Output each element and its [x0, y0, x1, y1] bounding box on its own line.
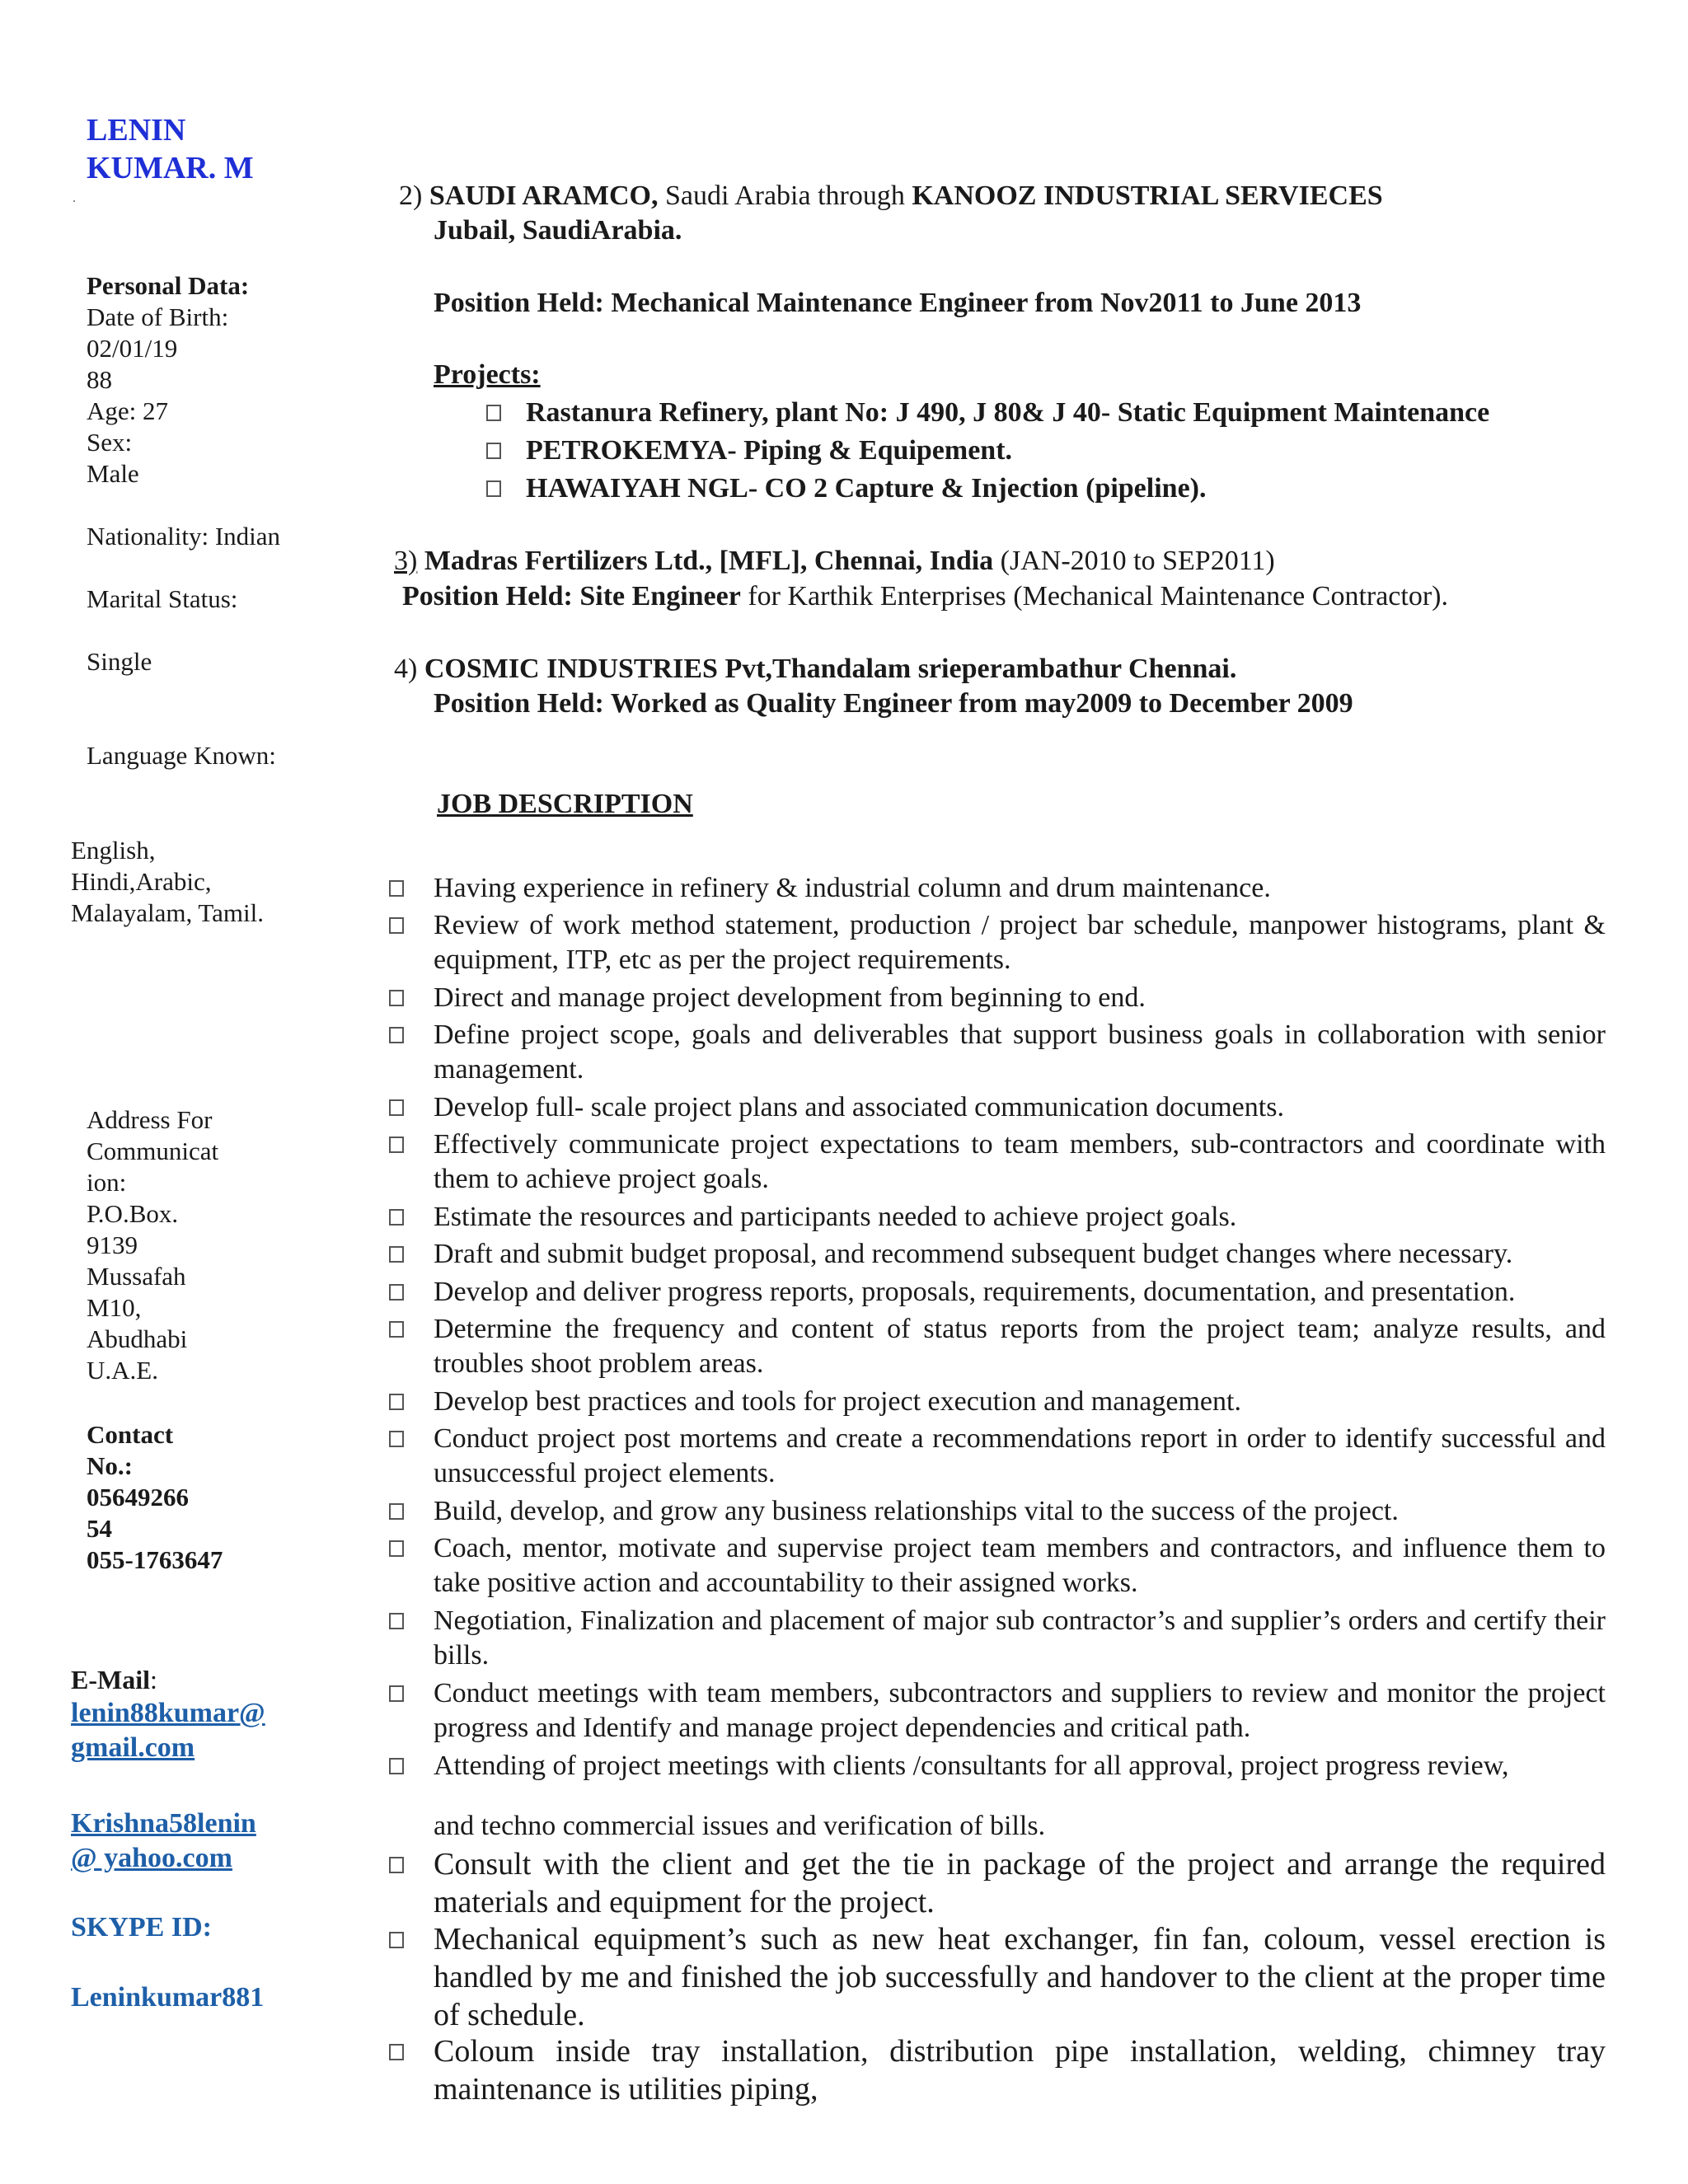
- checkbox-icon: [389, 1027, 404, 1043]
- checkbox-icon: [389, 1246, 404, 1263]
- experience-4-header: 4) COSMIC INDUSTRIES Pvt,Thandalam srieperambathur Chennai.: [394, 654, 1237, 684]
- job-item: [389, 1385, 1606, 1419]
- job-item: [389, 1090, 1606, 1125]
- job-item-text: Negotiation, Finalization and placement of major sub contractor’s and supplier’s orders and certify their bills.: [434, 1605, 1606, 1671]
- dob-value-2: 88: [87, 365, 112, 394]
- job-item-text: Coloum inside tray installation, distribution pipe installation, welding, chimney tray maintenance is utilities piping,: [434, 2034, 1606, 2107]
- job-item: [389, 1676, 1606, 1746]
- checkbox-icon: [389, 1685, 404, 1702]
- sex-value: Male: [87, 459, 139, 488]
- job-item-continuation: and techno commercial issues and verification of bills.: [434, 1811, 1046, 1841]
- job-item: [389, 871, 1606, 906]
- dob-value-1: 02/01/19: [87, 334, 178, 363]
- job-item-text: Having experience in refinery & industrial column and drum maintenance.: [434, 873, 1271, 903]
- email-label-row: E-Mail:: [71, 1665, 157, 1694]
- checkbox-icon: [389, 1284, 404, 1301]
- address-section: Address For Communicat ion: P.O.Box. 9139 Mussafah M10, Abudhabi U.A.E.: [87, 1105, 219, 1385]
- experience-3-header: 3) Madras Fertilizers Ltd., [MFL], Chennai, India (JAN-2010 to SEP2011): [394, 546, 1275, 576]
- job-item-text: Conduct meetings with team members, subcontractors and suppliers to review and monitor the project progress and Identify and manage project dependencies and critical path.: [434, 1678, 1606, 1743]
- checkbox-icon: [389, 1613, 404, 1629]
- job-item-text: Conduct project post mortems and create a recommendations report in order to identify successful and unsuccessful project elements.: [434, 1423, 1606, 1488]
- job-item-text: Direct and manage project development from beginning to end.: [434, 982, 1146, 1013]
- sex-label: Sex:: [87, 428, 133, 457]
- skype-label: SKYPE ID:: [71, 1912, 212, 1943]
- checkbox-icon: [389, 1209, 404, 1226]
- email-link-yahoo[interactable]: Krishna58lenin @ yahoo.com: [71, 1808, 256, 1873]
- checkbox-icon: [389, 1099, 404, 1116]
- languages: English, Hindi,Arabic, Malayalam, Tamil.: [71, 836, 264, 927]
- job-item-text: Effectively communicate project expectations to team members, sub-contractors and coordinate with them to achieve project goals.: [434, 1129, 1606, 1194]
- job-item: [389, 1531, 1606, 1601]
- experience-2-header: 2) SAUDI ARAMCO, Saudi Arabia through KANOOZ INDUSTRIAL SERVIECES: [399, 180, 1383, 211]
- personal-data-section: [87, 270, 249, 490]
- job-item: [389, 1749, 1606, 1783]
- job-item-text: Review of work method statement, production / project bar schedule, manpower histograms, plant & equipment, ITP, etc as per the project requirements.: [434, 910, 1606, 975]
- job-item-text: Develop full- scale project plans and associated communication documents.: [434, 1092, 1284, 1122]
- experience-3-position: Position Held: Site Engineer for Karthik Enterprises (Mechanical Maintenance Contractor).: [402, 581, 1448, 612]
- projects-heading: Projects:: [434, 359, 541, 390]
- checkbox-icon: [389, 990, 404, 1006]
- job-item-text: Consult with the client and get the tie in package of the project and arrange the required materials and equipment for the project.: [434, 1847, 1606, 1919]
- job-item: [389, 1920, 1606, 2034]
- experience-4-position: Position Held: Worked as Quality Engineer from may2009 to December 2009: [434, 688, 1353, 719]
- contact-section: Contact No.: 05649266 54 055-1763647: [87, 1420, 223, 1574]
- checkbox-icon: [389, 1137, 404, 1153]
- job-item: [389, 1018, 1606, 1087]
- marital-status-label: Marital Status:: [87, 584, 238, 613]
- job-item: [389, 1200, 1606, 1235]
- job-item: [389, 981, 1606, 1015]
- job-item: [389, 1845, 1606, 1921]
- job-item-text: Attending of project meetings with clients /consultants for all approval, project progress review,: [434, 1750, 1509, 1781]
- email-link-gmail[interactable]: lenin88kumar@ gmail.com: [71, 1698, 265, 1763]
- personal-data-heading: Personal Data:: [87, 271, 250, 300]
- job-item-text: Determine the frequency and content of status reports from the project team; analyze results, and troubles shoot problem areas.: [434, 1314, 1606, 1379]
- job-item: [389, 1494, 1606, 1529]
- checkbox-icon: [389, 2044, 404, 2060]
- job-item: [389, 2032, 1606, 2108]
- nationality: Nationality: Indian: [87, 522, 281, 551]
- job-item: [389, 1237, 1606, 1272]
- separator-dot: .: [73, 191, 76, 205]
- age: Age: 27: [87, 396, 169, 425]
- candidate-name: LENIN KUMAR. M: [87, 113, 254, 185]
- checkbox-icon: [389, 1758, 404, 1774]
- job-item-text: Coach, mentor, motivate and supervise project team members and contractors, and influence them to take positive action and accountability to their assigned works.: [434, 1533, 1606, 1598]
- project-item: Rastanura Refinery, plant No: J 490, J 80& J 40- Static Equipment Maintenance: [486, 396, 1489, 430]
- checkbox-icon: [389, 1321, 404, 1338]
- checkbox-icon: [389, 1540, 404, 1557]
- experience-2-location: Jubail, SaudiArabia.: [434, 215, 682, 246]
- checkbox-icon: [389, 880, 404, 897]
- skype-value: Leninkumar881: [71, 1982, 265, 2013]
- job-item: [389, 1275, 1606, 1310]
- job-item-text: Develop and deliver progress reports, proposals, requirements, documentation, and presentation.: [434, 1277, 1516, 1307]
- checkbox-icon: [486, 480, 501, 497]
- marital-status-value: Single: [87, 647, 152, 676]
- project-item: PETROKEMYA- Piping & Equipement.: [486, 434, 1012, 468]
- dob-label: Date of Birth:: [87, 302, 229, 331]
- project-item: HAWAIYAH NGL- CO 2 Capture & Injection (pipeline).: [486, 471, 1206, 506]
- job-item: [389, 908, 1606, 977]
- job-item: [389, 1127, 1606, 1197]
- checkbox-icon: [389, 1503, 404, 1520]
- language-label: Language Known:: [87, 741, 276, 770]
- experience-2-position: Position Held: Mechanical Maintenance Engineer from Nov2011 to June 2013: [434, 288, 1362, 318]
- job-item-text: Mechanical equipment’s such as new heat exchanger, fin fan, coloum, vessel erection is handled by me and finished the job successfully and handover to the client at the proper time of schedule.: [434, 1922, 1606, 2032]
- job-item-text: Estimate the resources and participants needed to achieve project goals.: [434, 1202, 1237, 1232]
- checkbox-icon: [389, 1431, 404, 1447]
- checkbox-icon: [389, 917, 404, 934]
- checkbox-icon: [389, 1932, 404, 1948]
- job-item-text: Develop best practices and tools for project execution and management.: [434, 1386, 1241, 1417]
- checkbox-icon: [486, 443, 501, 459]
- checkbox-icon: [389, 1857, 404, 1873]
- job-item: [389, 1604, 1606, 1673]
- job-item-text: Build, develop, and grow any business relationships vital to the success of the project.: [434, 1496, 1399, 1526]
- job-item-text: Define project scope, goals and deliverables that support business goals in collaboration with senior management.: [434, 1019, 1606, 1085]
- job-description-heading: JOB DESCRIPTION: [437, 789, 693, 819]
- checkbox-icon: [389, 1394, 404, 1410]
- job-item: [389, 1312, 1606, 1381]
- checkbox-icon: [486, 405, 501, 421]
- job-item: [389, 1422, 1606, 1491]
- job-item-text: Draft and submit budget proposal, and recommend subsequent budget changes where necessary.: [434, 1239, 1513, 1269]
